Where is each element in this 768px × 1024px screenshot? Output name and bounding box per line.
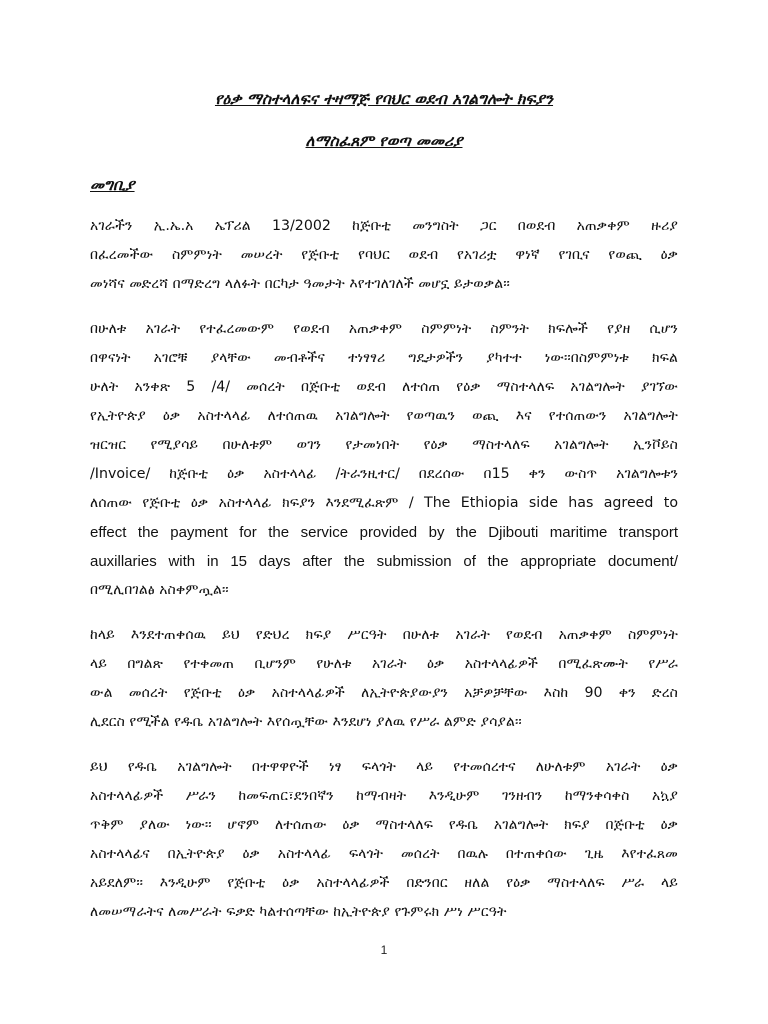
paragraph-line: ዝርዝር የሚያሳይ በሁለቱም ወገን የታመነበት የዕቃ ማስተላለፍ አገልግሎት ኢንቮይስ: [90, 437, 678, 453]
paragraph-line: ላይ በግልጽ የተቀመጠ ቢሆንም የሁለቱ አገራት ዕቃ አስተላላፊዎች በሚፈጽሙት የሥራ: [90, 656, 678, 672]
paragraph-line: አይደለም፡፡ እንዲሁም የጅቡቲ ዕቃ አስተላላፊዎች በድንበር ዘለል የዕቃ ማስተላለፍ ሥራ ላይ: [90, 875, 678, 891]
paragraph: [90, 753, 678, 927]
paragraph-line: አገራችን ኢ.ኤ.አ ኤፕሪል 13/2002 ከጅቡቲ መንግስት ጋር በወደብ አጠቃቀም ዙሪያ: [90, 218, 678, 234]
paragraph-line: በሁለቱ አገራት የተፈረመውም የወደብ አጠቃቀም ስምምነት ስምንት ክፍሎች የያዘ ሲሆን: [90, 321, 678, 337]
paragraph-line: ውል መሰረት የጅቡቲ ዕቃ አስተላላፊዎች ለኢትዮጵያውያን አቻዎቻቸው እስከ 90 ቀን ድረስ: [90, 685, 678, 701]
paragraph-line: ሁለት አንቀጽ 5 /4/ መሰረት በጅቡቲ ወደብ ለተሰጠ የዕቃ ማስተላለፍ አገልግሎት ያገኘው: [90, 379, 678, 395]
document-body: [90, 212, 678, 927]
paragraph-line: effect the payment for the service provided by the Djibouti maritime transport: [90, 524, 678, 541]
paragraph-line: ለመሠማራትና ለመሥራት ፍቃድ ካልተሰጣቸው ከኢትዮጵያ የጉምሩክ ሥነ ሥርዓት: [90, 904, 507, 920]
paragraph: [90, 212, 678, 299]
paragraph: [90, 621, 678, 737]
paragraph-line: መነሻና መድረሻ በማድረግ ላለፉት በርካታ ዓመታት እየተገለገለች መሆኗ ይታወቃል፡፡: [90, 276, 510, 292]
document-title-line-1: የዕቃ ማስተላለፍና ተዛማጅ የባህር ወደብ አገልግሎት ክፍያን: [214, 90, 554, 108]
paragraph-line: ለሰጠው የጅቡቲ ዕቃ አስተላላፊ ክፍያን እንደሚፈጽም / The Ethiopia side has agreed to: [90, 495, 678, 511]
paragraph-line: /Invoice/ ከጅቡቲ ዕቃ አስተላላፊ /ትራንዚተር/ በደረሰው በ15 ቀን ውስጥ አገልግሎቱን: [90, 466, 678, 482]
paragraph-line: የኢትዮጵያ ዕቃ አስተላላፊ ለተሰጠዉ አገልግሎት የወጣዉን ወጪ እና የተሰጠውን አገልግሎት: [90, 408, 678, 424]
document-title-line-2: ለማስፈጸም የወጣ መመሪያ: [305, 132, 463, 150]
page-number: 1: [380, 943, 388, 957]
paragraph-line: ጥቅም ያለው ነው፡፡ ሆኖም ለተሰጠው ዕቃ ማስተላለፍ የዱቤ አገልግሎት ክፍያ በጅቡቲ ዕቃ: [90, 817, 678, 833]
paragraph-line: በፈረመችው ስምምነት መሠረት የጅቡቲ የባህር ወደብ የአገሪቷ ዋነኛ የገቢና የወጪ ዕቃ: [90, 247, 678, 263]
section-heading: መግቢያ: [90, 176, 135, 194]
paragraph-line: አስተላላፊና በኢትዮጵያ ዕቃ አስተላላፊ ፍላጎት መሰረት በዉሉ በተጠቀሰው ጊዜ እየተፈጸመ: [90, 846, 678, 862]
paragraph-line: ይህ የዱቤ አገልግሎት በተዋዋዮች ነፃ ፍላጎት ላይ የተመሰረተና ለሁለቱም አገራት ዕቃ: [90, 759, 678, 775]
paragraph: [90, 315, 678, 605]
paragraph-line: ሊደርስ የሚችል የዱቤ አገልግሎት እየሰጧቸው እንደሆነ ያለዉ የሥራ ልምድ ያሳያል፡፡: [90, 714, 522, 730]
paragraph-line: በሚሊበገልፅ አስቀምጧል፡፡: [90, 582, 229, 598]
paragraph-line: በዋናነት አገሮቹ ያላቸው መብቶችና ተነፃፃሪ ግዴታዎችን ያካተተ ነው፡፡በስምምነቱ ክፍል: [90, 350, 678, 366]
paragraph-line: auxillaries with in 15 days after the submission of the appropriate document/: [90, 553, 678, 570]
paragraph-line: ከላይ እንደተጠቀሰዉ ይህ የድህረ ክፍያ ሥርዓት በሁለቱ አገራት የወደብ አጠቃቀም ስምምነት: [90, 627, 678, 643]
paragraph-line: አስተላላፊዎች ሥራን ከመፍጠር፣ደንበኛን ከማብዛት እንዲሁም ገንዘብን ከማንቀሳቀስ አኳያ: [90, 788, 678, 804]
